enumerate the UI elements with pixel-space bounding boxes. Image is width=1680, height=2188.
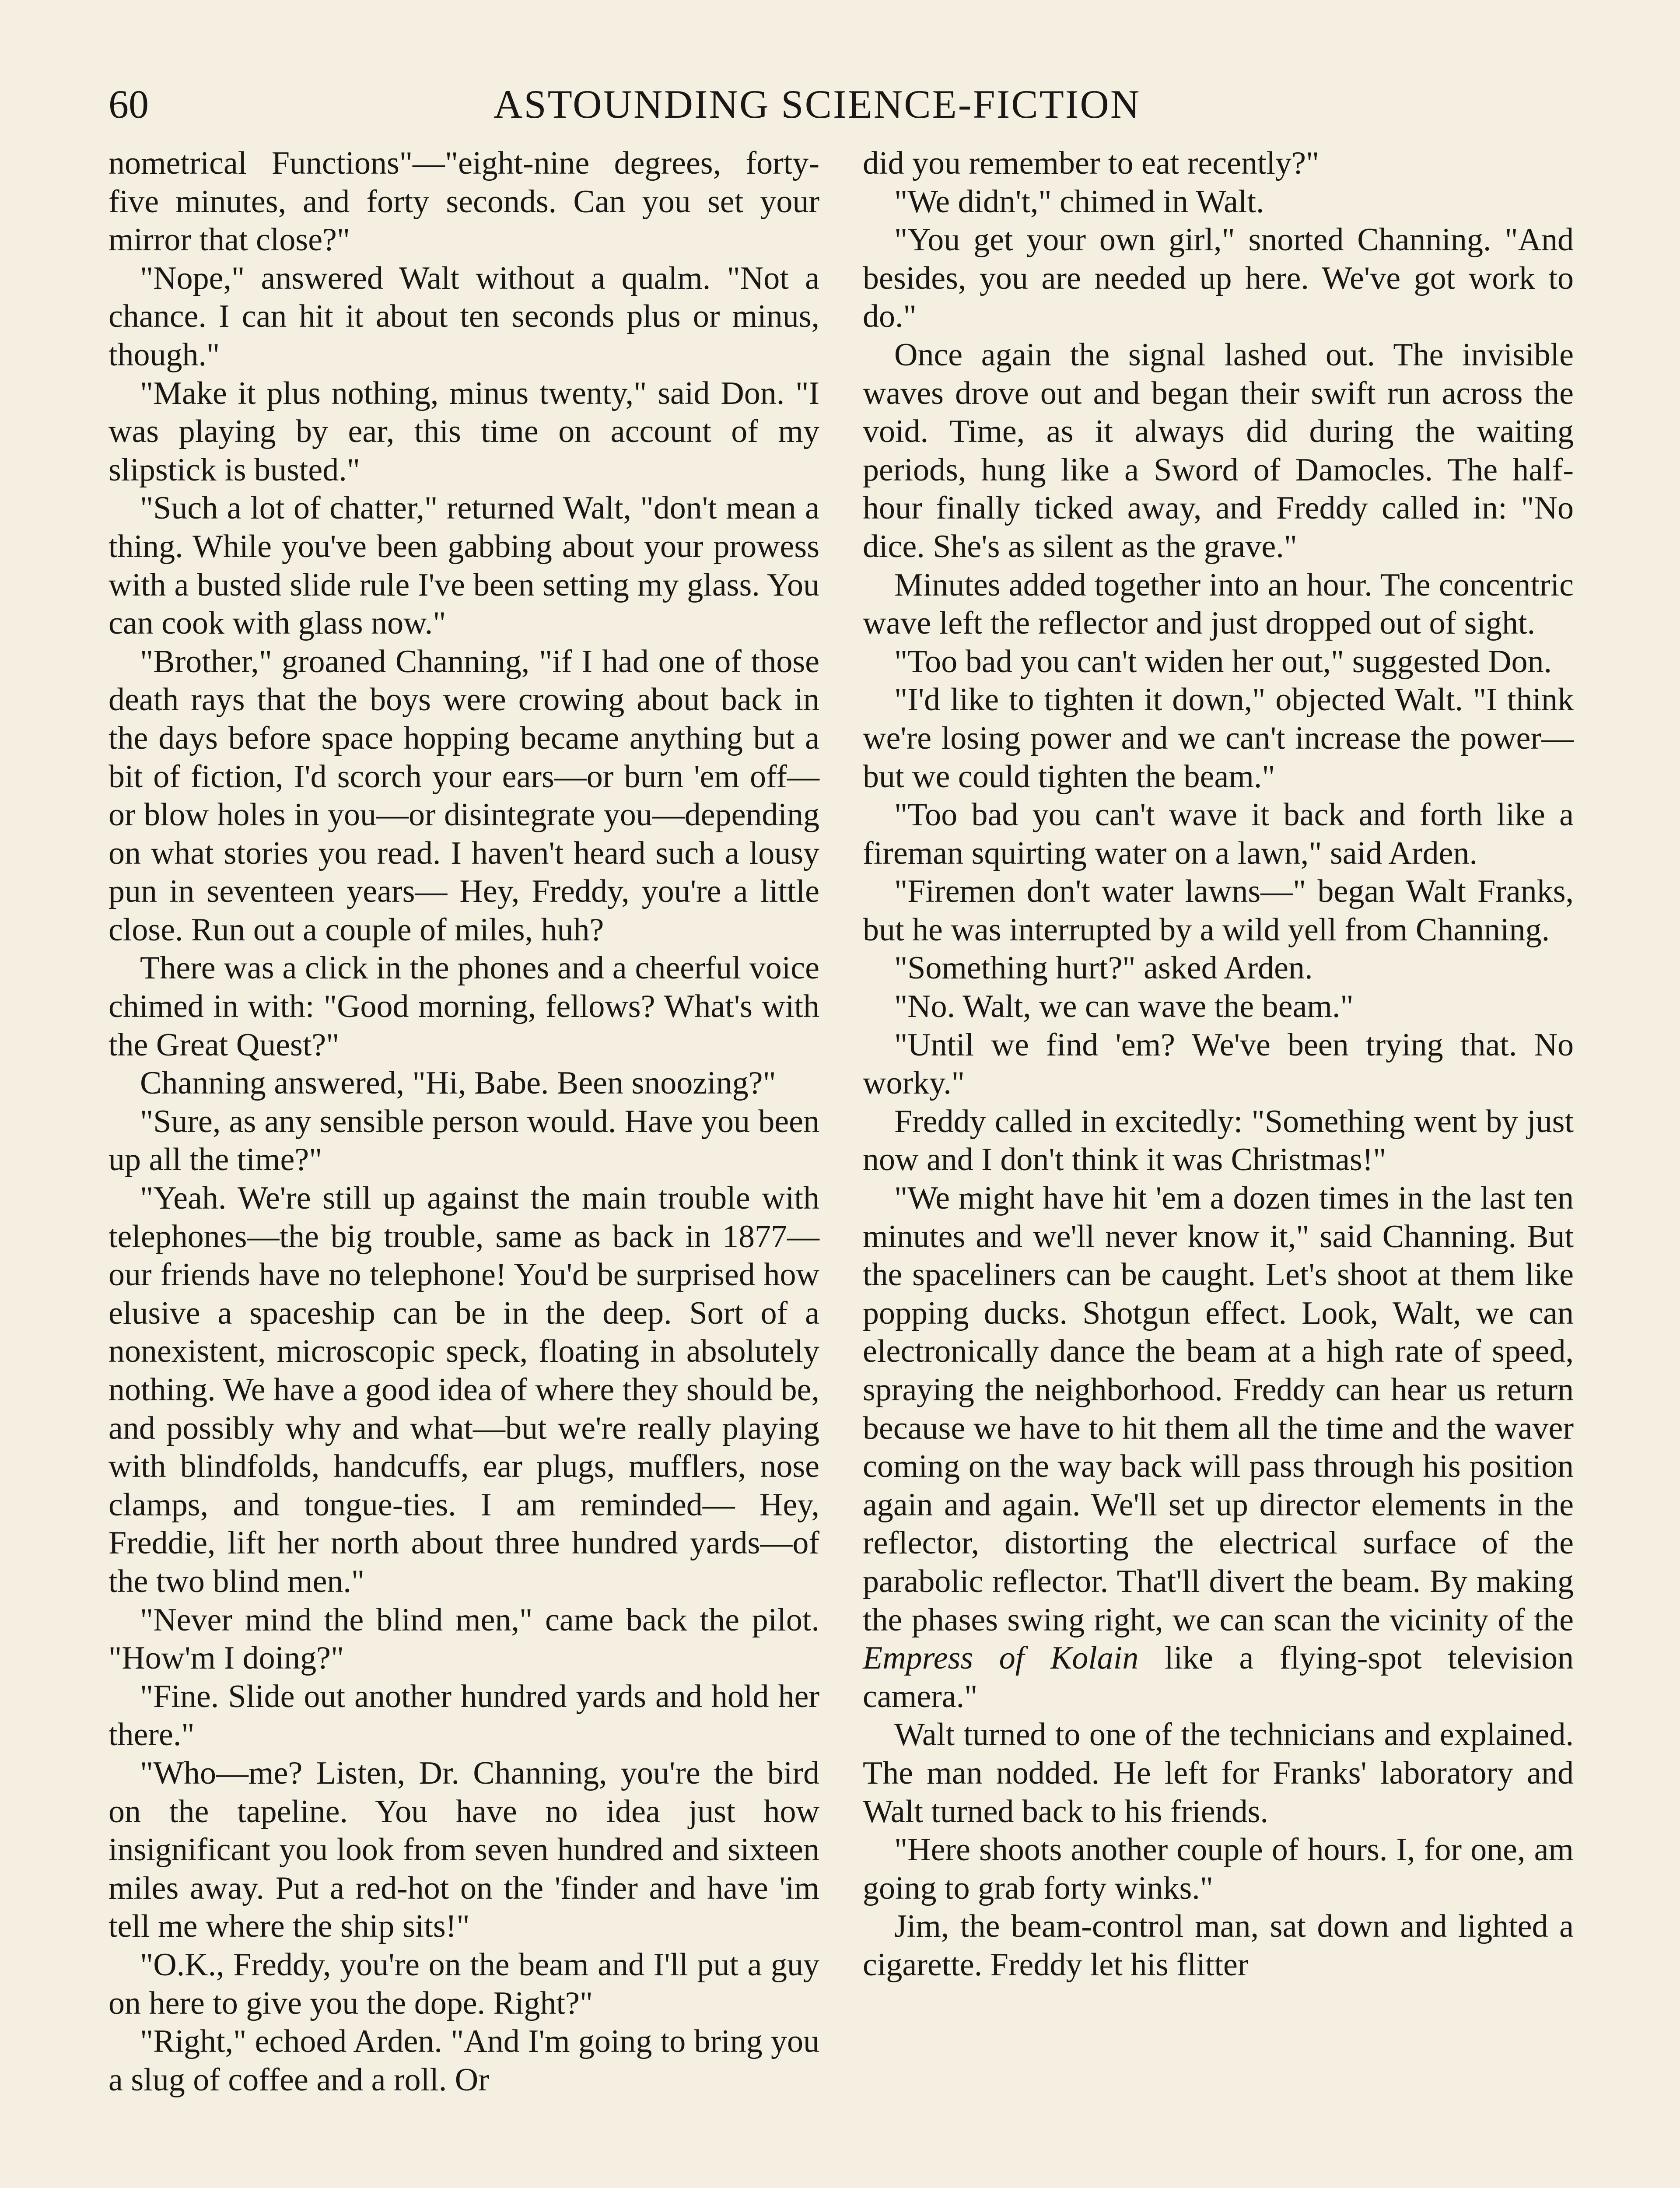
running-title: ASTOUNDING SCIENCE-FICTION [494,82,1141,126]
paragraph: "Such a lot of chatter," returned Walt, "don't mean a thing. While you've been gabbing about your prowess with a busted slide rule I've been setting my glass. You can cook with glass now." [108,490,819,642]
paragraph: did you remember to eat recently?" [863,145,1320,181]
paragraph: Jim, the beam-control man, sat down and lighted a cigarette. Freddy let his flitter [863,1908,1574,1983]
paragraph-text: "We might have hit 'em a dozen times in the last ten minutes and we'll never know it," said Channing. But the spaceliners can be caught. Let's shoot at them like popping ducks. Shotgun effect. Look, Walt, we can electronically dance the beam at a high rate of speed, spraying the neighborhood. Freddy can hear us return because we have to hit them all the time and the waver coming on the way back will pass through his position again and again. We'll set up director elements in the reflector, distorting the electrical surface of the parabolic reflector. That'll divert the beam. By making the phases swing right, we can scan the vicinity of the [863,1180,1574,1638]
paragraph: "Nope," answered Walt without a qualm. "Not a chance. I can hit it about ten seconds plus or minus, though." [108,260,819,373]
paragraph: "Right," echoed Arden. "And I'm going to bring you a slug of coffee and a roll. Or [108,2023,819,2098]
paragraph: "Something hurt?" asked Arden. [894,950,1313,986]
paragraph: "You get your own girl," snorted Channing. "And besides, you are needed up here. We've got work to do." [863,222,1574,335]
paragraph: "Too bad you can't widen her out," suggested Don. [894,643,1552,680]
paragraph: Once again the signal lashed out. The invisible waves drove out and began their swift run across the void. Time, as it always did during the waiting periods, hung like a Sword of Damocles. The half-hour finally ticked away, and Freddy called in: "No dice. She's as silent as the grave." [863,337,1574,565]
paragraph: "Yeah. We're still up against the main trouble with telephones—the big trouble, same as back in 1877—our friends have no telephone! You'd be surprised how elusive a spaceship can be in the deep. Sort of a nonexistent, microscopic speck, floating in absolutely nothing. We have a good idea of where they should be, and possibly why and what—but we're really playing with blindfolds, handcuffs, ear plugs, mufflers, nose clamps, and tongue-ties. I am reminded— Hey, Freddie, lift her north about three hundred yards—of the two blind men." [108,1180,819,1599]
paragraph: There was a click in the phones and a cheerful voice chimed in with: "Good morning, fellows? What's with the Great Quest?" [108,950,819,1063]
right-column [863,144,1574,1985]
paragraph: "Brother," groaned Channing, "if I had one of those death rays that the boys were crowing about back in the days before space hopping became anything but a bit of fiction, I'd scorch your ears—or burn 'em off—or blow holes in you—or disintegrate you—depending on what stories you read. I haven't heard such a lousy pun in seventeen years— Hey, Freddy, you're a little close. Run out a couple of miles, huh? [108,643,819,948]
paragraph: "Fine. Slide out another hundred yards and hold her there." [108,1678,819,1753]
left-column [108,144,819,2099]
paragraph: "Until we find 'em? We've been trying that. No worky." [863,1027,1574,1101]
paragraph: "Here shoots another couple of hours. I, for one, am going to grab forty winks." [863,1832,1574,1906]
paragraph: "Firemen don't water lawns—" began Walt Franks, but he was interrupted by a wild yell from Channing. [863,873,1574,948]
paragraph: "Never mind the blind men," came back the pilot. "How'm I doing?" [108,1602,819,1676]
paragraph-text-tail: like a flying-spot television camera." [863,1640,1574,1715]
paragraph: "Sure, as any sensible person would. Have you been up all the time?" [108,1103,819,1178]
paragraph: "Make it plus nothing, minus twenty," said Don. "I was playing by ear, this time on account of my slipstick is busted." [108,375,819,488]
page-number: 60 [108,82,149,126]
paragraph: "We didn't," chimed in Walt. [894,183,1264,220]
paragraph: "No. Walt, we can wave the beam." [894,989,1354,1025]
paragraph: Channing answered, "Hi, Babe. Been snoozing?" [140,1065,776,1101]
paragraph-with-ship-name [863,1179,1574,1716]
page-header [108,78,1680,130]
ship-name: Empress of Kolain [863,1640,1139,1676]
paragraph: Freddy called in excitedly: "Something went by just now and I don't think it was Christmas!" [863,1103,1574,1178]
paragraph: Minutes added together into an hour. The concentric wave left the reflector and just dropped out of sight. [863,567,1574,642]
paragraph: "O.K., Freddy, you're on the beam and I'll put a guy on here to give you the dope. Right?" [108,1946,819,2021]
paragraph: "Too bad you can't wave it back and forth like a fireman squirting water on a lawn," said Arden. [863,797,1574,871]
paragraph: nometrical Functions"—"eight-nine degrees, forty-five minutes, and forty seconds. Can you set your mirror that close?" [108,145,819,258]
paragraph: "Who—me? Listen, Dr. Channing, you're the bird on the tapeline. You have no idea just how insignificant you look from seven hundred and sixteen miles away. Put a red-hot on the 'finder and have 'im tell me where the ship sits!" [108,1755,819,1945]
paragraph: Walt turned to one of the technicians and explained. The man nodded. He left for Franks' laboratory and Walt turned back to his friends. [863,1717,1574,1830]
paragraph: "I'd like to tighten it down," objected Walt. "I think we're losing power and we can't increase the power—but we could tighten the beam." [863,682,1574,795]
